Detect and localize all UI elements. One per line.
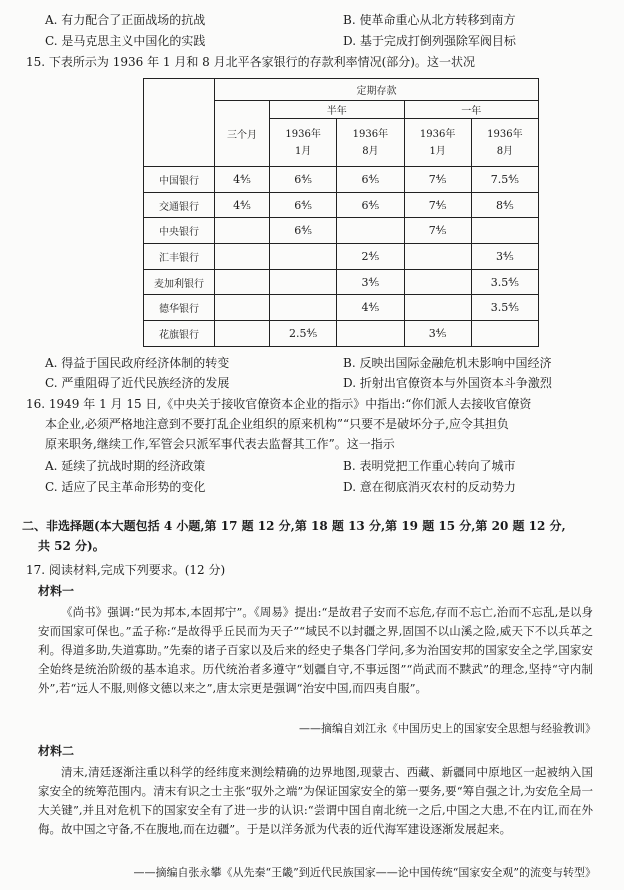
rate-cell: 4⅘: [215, 167, 270, 193]
rate-cell: [404, 244, 471, 270]
rate-cell: [270, 269, 337, 295]
rate-cell: 6⅘: [270, 192, 337, 218]
header-subcol: 1936年 8月: [337, 119, 404, 167]
rate-cell: 6⅘: [270, 167, 337, 193]
rate-cell: 7⅘: [404, 218, 471, 244]
q14-option-b: B. 使革命重心从北方转移到南方: [343, 13, 516, 27]
q16-option-c: C. 适应了民主革命形势的变化: [45, 480, 206, 494]
q14-option-a: A. 有力配合了正面战场的抗战: [45, 13, 206, 27]
rate-cell: 4⅘: [337, 295, 404, 321]
q17-stem: 17. 阅读材料,完成下列要求。(12 分): [26, 563, 226, 577]
table-row: [144, 244, 539, 270]
header-fixed-deposit: 定期存款: [215, 79, 539, 101]
rate-cell: 7.5⅘: [471, 167, 538, 193]
header-one-year: 一年: [404, 101, 539, 119]
bank-name-cell: 中国银行: [144, 167, 215, 193]
table-row: [144, 321, 539, 347]
q14-option-d: D. 基于完成打倒列强除军阀目标: [343, 34, 516, 48]
rate-cell: 6⅘: [337, 192, 404, 218]
rate-cell: [270, 244, 337, 270]
rate-cell: 6⅘: [270, 218, 337, 244]
q16-option-d: D. 意在彻底消灭农村的反动势力: [343, 480, 516, 494]
material-1-title: 材料一: [38, 584, 75, 598]
rate-cell: 3.5⅘: [471, 269, 538, 295]
rate-cell: [337, 321, 404, 347]
q15-option-a: A. 得益于国民政府经济体制的转变: [45, 356, 230, 370]
section-2-heading-line-1: 二、非选择题(本大题包括 4 小题,第 17 题 12 分,第 18 题 13 分,第 19 题 15 分,第 20 题 12 分,: [22, 519, 566, 533]
bank-name-cell: 汇丰银行: [144, 244, 215, 270]
rate-cell: 4⅘: [215, 192, 270, 218]
bank-name-cell: 德华银行: [144, 295, 215, 321]
rate-cell: [471, 218, 538, 244]
rate-cell: [215, 321, 270, 347]
q16-line-1: 16. 1949 年 1 月 15 日,《中央关于接收官僚资本企业的指示》中指出:“你们派人去接收官僚资: [26, 397, 532, 411]
table-row: [144, 192, 539, 218]
table-corner: [144, 79, 215, 167]
bank-name-cell: 中央银行: [144, 218, 215, 244]
rate-cell: [471, 321, 538, 347]
rate-cell: 7⅘: [404, 192, 471, 218]
q15-stem: 15. 下表所示为 1936 年 1 月和 8 月北平各家银行的存款利率情况(部分)。这一状况: [26, 55, 475, 69]
q16-option-a: A. 延续了抗战时期的经济政策: [45, 459, 206, 473]
rate-cell: 3⅘: [337, 269, 404, 295]
rate-cell: 3⅘: [404, 321, 471, 347]
rate-cell: [215, 295, 270, 321]
rate-cell: [270, 295, 337, 321]
rate-cell: 2⅘: [337, 244, 404, 270]
q15-option-c: C. 严重阻碍了近代民族经济的发展: [45, 376, 230, 390]
bank-name-cell: 麦加利银行: [144, 269, 215, 295]
rate-cell: 2.5⅘: [270, 321, 337, 347]
q16-line-3: 原来职务,继续工作,军管会只派军事代表去监督其工作”。这一指示: [45, 437, 395, 451]
q15-option-b: B. 反映出国际金融危机未影响中国经济: [343, 356, 552, 370]
q16-line-2: 本企业,必须严格地注意到不要打乱企业组织的原来机构”“只要不是破坏分子,应令其担负: [45, 417, 509, 431]
rate-cell: [215, 218, 270, 244]
header-three-month: 三个月: [215, 101, 270, 167]
header-subcol: 1936年 1月: [404, 119, 471, 167]
material-2-title: 材料二: [38, 744, 75, 758]
bank-name-cell: 交通银行: [144, 192, 215, 218]
rate-cell: [404, 269, 471, 295]
rate-cell: [337, 218, 404, 244]
rate-cell: [404, 295, 471, 321]
section-2-heading-line-2: 共 52 分)。: [38, 539, 105, 553]
rate-cell: [215, 269, 270, 295]
table-row: [144, 295, 539, 321]
rate-cell: 6⅘: [337, 167, 404, 193]
bank-name-cell: 花旗银行: [144, 321, 215, 347]
q14-option-c: C. 是马克思主义中国化的实践: [45, 34, 206, 48]
rate-cell: 7⅘: [404, 167, 471, 193]
rate-cell: 3⅘: [471, 244, 538, 270]
rate-cell: 8⅘: [471, 192, 538, 218]
header-half-year: 半年: [270, 101, 405, 119]
rate-cell: 3.5⅘: [471, 295, 538, 321]
header-subcol: 1936年 8月: [471, 119, 538, 167]
material-1-text: 《尚书》强调:“民为邦本,本固邦宁”。《周易》提出:“是故君子安而不忘危,存而不忘亡,治而不忘乱,是以身安而国家可保也。”孟子称:“是故得乎丘民而为天子”“域民不以封疆之界,固国不以山溪之险,威天下不以兵革之利。得道多助,失道寡助。”先秦的诸子百家以及后来的经史子集各门学问,多为治国安邦的国家安全之学,国家安全始终是统治阶级的基本追求。历代统治者多遵守“划疆自守,不事远图”“尚武而不黩武”的理念,坚持“守内制外”,若“远人不服,则修文德以来之”,唐太宗更是强调“治安中国,而四夷自服”。: [38, 605, 593, 695]
material-1-source: ——摘编自刘江永《中国历史上的国家安全思想与经验教训》: [299, 722, 596, 735]
table-row: [144, 269, 539, 295]
deposit-rate-table: [143, 78, 539, 347]
rate-cell: [215, 244, 270, 270]
table-row: [144, 167, 539, 193]
material-2-source: ——摘编自张永攀《从先秦“王畿”到近代民族国家——论中国传统“国家安全观”的流变与转型》: [133, 866, 596, 879]
material-2-text: 清末,清廷逐渐注重以科学的经纬度来测绘精确的边界地图,现蒙古、西藏、新疆同中原地区一起被纳入国家安全的统筹范围内。清末有识之士主张“驭外之端”为保证国家安全的第一要务,要“筹自强之计,为安危全局一大关键”,并且对危机下的国家安全有了进一步的认识:“尝谓中国自南北统一之后,中国之大患,不在内讧,而在外侮。故中国之守备,不在腹地,而在边疆”。于是以洋务派为代表的近代海军建设逐渐发展起来。: [38, 765, 593, 836]
table-row: [144, 218, 539, 244]
header-subcol: 1936年 1月: [270, 119, 337, 167]
q16-option-b: B. 表明党把工作重心转向了城市: [343, 459, 516, 473]
q15-option-d: D. 折射出官僚资本与外国资本斗争激烈: [343, 376, 552, 390]
